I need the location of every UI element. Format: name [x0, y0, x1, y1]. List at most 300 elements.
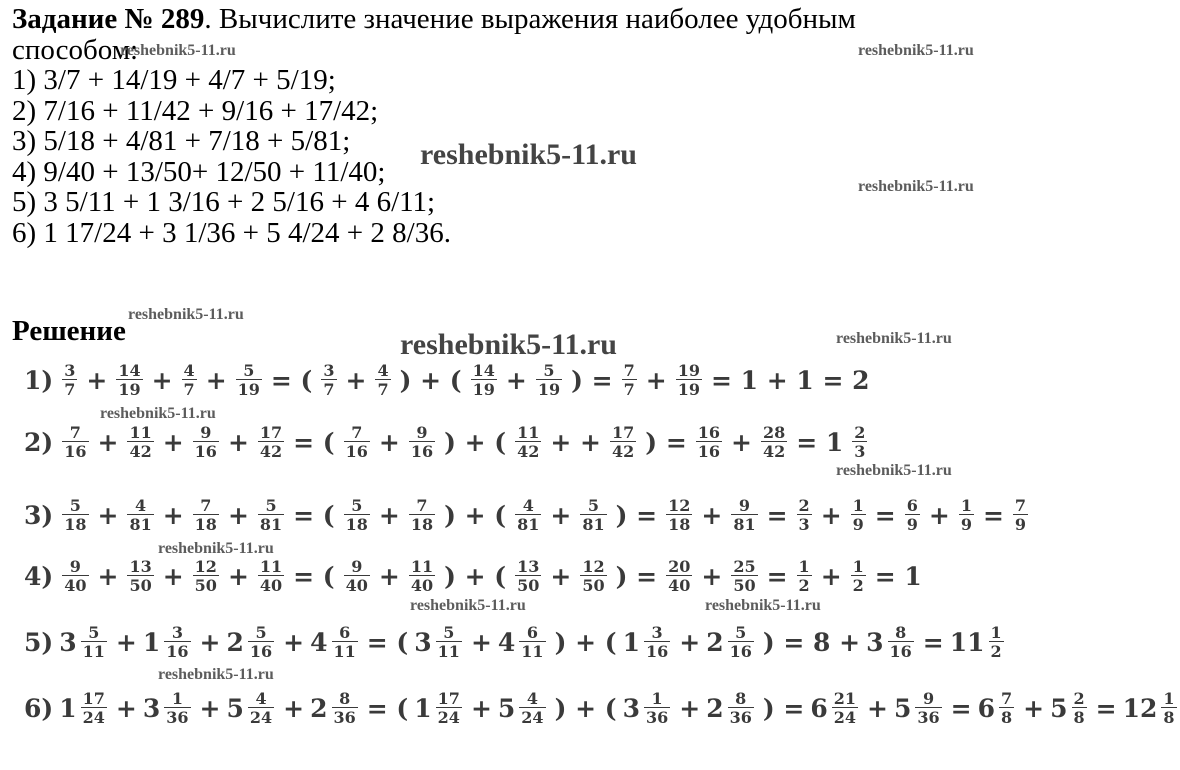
fraction [164, 690, 190, 726]
operator: = ( [366, 693, 409, 723]
watermark: reshebnik5-11.ru [100, 405, 216, 422]
numerator: 5 [351, 496, 363, 515]
numerator: 1 [798, 557, 810, 576]
fraction [989, 624, 1004, 660]
numerator: 12 [194, 557, 217, 576]
numerator: 11 [410, 557, 434, 576]
operator: + [115, 693, 137, 723]
operator: + [345, 365, 367, 395]
operator: + [550, 561, 572, 591]
numerator: 1 [1163, 689, 1175, 708]
numerator: 17 [259, 423, 283, 442]
watermark: reshebnik5-11.ru [400, 328, 617, 361]
fraction [62, 497, 88, 533]
denominator: 18 [668, 515, 691, 534]
operator: ) = [615, 561, 658, 591]
whole-part: 6 [810, 693, 828, 723]
operator: = [766, 500, 788, 530]
whole-part: 2 [706, 693, 724, 723]
fraction [959, 497, 974, 533]
denominator: 24 [521, 708, 544, 727]
whole-part: 4 [310, 627, 328, 657]
numerator: 7 [69, 423, 81, 442]
whole-part: 3 [59, 627, 77, 657]
fraction [666, 558, 692, 594]
operator: + [550, 500, 572, 530]
numerator: 4 [255, 689, 267, 708]
whole-part: 1 [414, 693, 432, 723]
fraction [258, 424, 284, 460]
denominator: 11 [333, 642, 356, 661]
operator: = ( [293, 561, 335, 591]
denominator: 24 [437, 708, 460, 727]
denominator: 19 [118, 380, 141, 399]
denominator: 24 [833, 708, 857, 727]
denominator: 36 [333, 708, 356, 727]
solution-heading: Решение [12, 315, 126, 347]
fraction [519, 690, 545, 726]
denominator: 50 [733, 576, 756, 595]
numerator: 9 [69, 557, 81, 576]
fraction [409, 424, 435, 460]
operator: + [820, 561, 842, 591]
whole-part: 1 [59, 693, 77, 723]
numerator: 2 [798, 496, 810, 515]
numerator: 21 [833, 689, 857, 708]
denominator: 16 [410, 442, 434, 461]
numerator: 4 [183, 361, 195, 380]
fraction [852, 424, 867, 460]
operator: = [874, 500, 896, 530]
fraction [666, 497, 692, 533]
fraction [344, 558, 370, 594]
fraction [236, 362, 262, 398]
denominator: 7 [377, 380, 389, 399]
denominator: 24 [249, 708, 273, 727]
numerator: 2 [1073, 689, 1085, 708]
operator: + [679, 627, 701, 657]
numerator: 1 [990, 623, 1002, 642]
fraction [248, 690, 274, 726]
denominator: 3 [854, 442, 866, 461]
operator: + [162, 427, 184, 457]
denominator: 18 [345, 515, 368, 534]
operator: + [199, 693, 221, 723]
operator: + [199, 627, 221, 657]
numerator: 3 [651, 623, 663, 642]
watermark: reshebnik5-11.ru [858, 42, 974, 59]
fraction [851, 558, 866, 594]
denominator: 19 [537, 380, 561, 399]
item-number: 1) [24, 365, 54, 395]
numerator: 7 [416, 496, 428, 515]
solution-6 [18, 680, 1180, 736]
operator: = [982, 500, 1004, 530]
operator: + [162, 561, 184, 591]
denominator: 36 [166, 708, 189, 727]
solution-5 [18, 614, 1007, 670]
numerator: 1 [852, 557, 864, 576]
operator: + [227, 500, 249, 530]
task-title-text: . Вычислите значение выражения наиболее удобным [204, 3, 856, 35]
denominator: 19 [472, 380, 495, 399]
operator: + [378, 561, 400, 591]
whole-part: 12 [1122, 693, 1158, 723]
denominator: 19 [237, 380, 260, 399]
operator: = 1 [796, 427, 844, 457]
fraction [127, 424, 153, 460]
numerator: 7 [200, 496, 212, 515]
fraction [728, 690, 754, 726]
fraction [580, 558, 606, 594]
operator: ) + ( [444, 427, 507, 457]
numerator: 17 [437, 689, 460, 708]
fraction [622, 362, 637, 398]
whole-part: 5 [497, 693, 516, 723]
fraction [182, 362, 197, 398]
numerator: 2 [854, 423, 866, 442]
numerator: 8 [895, 623, 907, 642]
numerator: 5 [255, 623, 267, 642]
watermark: reshebnik5-11.ru [836, 330, 952, 347]
operator: + [378, 427, 400, 457]
numerator: 1 [960, 496, 972, 515]
numerator: 8 [735, 689, 747, 708]
task-item-2: 2) 7/16 + 11/42 + 9/16 + 17/42; [12, 94, 379, 127]
numerator: 5 [543, 361, 555, 380]
operator: + [227, 561, 249, 591]
denominator: 40 [345, 576, 368, 595]
solution-3 [18, 487, 1031, 543]
fraction [409, 497, 435, 533]
numerator: 5 [88, 623, 100, 642]
whole-part: 11 [949, 627, 985, 657]
whole-part: 3 [866, 627, 884, 657]
denominator: 7 [323, 380, 335, 399]
numerator: 6 [906, 496, 918, 515]
whole-part: 5 [226, 693, 244, 723]
fraction [248, 624, 274, 660]
denominator: 42 [762, 442, 786, 461]
watermark: reshebnik5-11.ru [128, 306, 244, 323]
denominator: 36 [729, 708, 752, 727]
numerator: 8 [339, 689, 351, 708]
denominator: 11 [521, 642, 544, 661]
watermark: reshebnik5-11.ru [120, 42, 236, 59]
task-item-6: 6) 1 17/24 + 3 1/36 + 5 4/24 + 2 8/36. [12, 216, 451, 249]
fraction [127, 497, 153, 533]
whole-part: 2 [706, 627, 724, 657]
fraction [515, 424, 541, 460]
denominator: 42 [259, 442, 283, 461]
denominator: 40 [668, 576, 691, 595]
fraction [1072, 690, 1087, 726]
numerator: 3 [64, 361, 76, 380]
denominator: 2 [798, 576, 810, 595]
task-number: Задание № 289 [12, 3, 205, 35]
operator: = [922, 627, 944, 657]
operator: + [86, 365, 108, 395]
numerator: 4 [522, 496, 534, 515]
fraction [1013, 497, 1028, 533]
denominator: 40 [64, 576, 87, 595]
numerator: 13 [129, 557, 152, 576]
operator: ) + ( [554, 693, 617, 723]
operator: ) = [645, 427, 687, 457]
numerator: 20 [668, 557, 691, 576]
numerator: 3 [323, 361, 335, 380]
denominator: 16 [166, 642, 189, 661]
denominator: 42 [517, 442, 540, 461]
operator: + [470, 693, 492, 723]
fraction [536, 362, 562, 398]
fraction [62, 424, 88, 460]
fraction [258, 558, 284, 594]
operator: ) + ( [444, 561, 507, 591]
fraction [644, 690, 670, 726]
operator: + [505, 365, 527, 395]
fraction [127, 558, 153, 594]
numerator: 9 [738, 496, 751, 515]
numerator: 3 [171, 623, 183, 642]
numerator: 1 [171, 689, 183, 708]
fraction [728, 624, 754, 660]
fraction [644, 624, 670, 660]
operator: + [701, 500, 723, 530]
denominator: 40 [259, 576, 283, 595]
operator: + [928, 500, 950, 530]
fraction [696, 424, 722, 460]
operator: = ( [366, 627, 409, 657]
operator: = [1095, 693, 1117, 723]
numerator: 17 [82, 689, 105, 708]
operator: + [470, 627, 492, 657]
operator: + [645, 365, 667, 395]
operator: = ( [293, 427, 335, 457]
denominator: 7 [64, 380, 76, 399]
numerator: 19 [677, 361, 700, 380]
fraction [344, 497, 370, 533]
numerator: 6 [339, 623, 351, 642]
watermark: reshebnik5-11.ru [858, 178, 974, 195]
whole-part: 5 [1050, 693, 1068, 723]
operator: ) + ( [554, 627, 617, 657]
denominator: 18 [64, 515, 87, 534]
fraction [905, 497, 920, 533]
denominator: 36 [917, 708, 940, 727]
denominator: 16 [194, 442, 217, 461]
numerator: 5 [587, 496, 600, 515]
numerator: 9 [200, 423, 212, 442]
watermark: reshebnik5-11.ru [158, 540, 274, 557]
watermark: reshebnik5-11.ru [836, 462, 952, 479]
numerator: 7 [1014, 496, 1027, 515]
denominator: 81 [129, 515, 152, 534]
whole-part: 2 [310, 693, 328, 723]
denominator: 8 [1163, 708, 1175, 727]
fraction [193, 558, 219, 594]
fraction [81, 624, 107, 660]
denominator: 16 [645, 642, 669, 661]
operator: + [378, 500, 400, 530]
fraction [409, 558, 435, 594]
operator: + [227, 427, 249, 457]
operator: + [679, 693, 701, 723]
numerator: 4 [135, 496, 147, 515]
item-number: 5) [24, 627, 54, 657]
denominator: 18 [194, 515, 217, 534]
denominator: 9 [1014, 515, 1027, 534]
task-title-continuation: способом: [12, 33, 139, 66]
numerator: 7 [623, 361, 635, 380]
operator: + [701, 561, 723, 591]
numerator: 14 [472, 361, 495, 380]
whole-part: 1 [622, 627, 640, 657]
item-number: 3) [24, 500, 54, 530]
fraction [193, 497, 219, 533]
denominator: 16 [249, 642, 273, 661]
watermark: reshebnik5-11.ru [705, 597, 821, 614]
watermark: reshebnik5-11.ru [158, 666, 274, 683]
denominator: 2 [852, 576, 864, 595]
numerator: 7 [351, 423, 363, 442]
operator: + [97, 427, 119, 457]
fraction [580, 497, 606, 533]
fraction [375, 362, 390, 398]
denominator: 18 [410, 515, 434, 534]
task-statement [12, 4, 1092, 248]
numerator: 12 [582, 557, 605, 576]
fraction [321, 362, 336, 398]
fraction [436, 690, 462, 726]
fraction [62, 362, 77, 398]
operator: ) = 8 + [762, 627, 861, 657]
fraction [797, 558, 812, 594]
numerator: 13 [517, 557, 540, 576]
whole-part: 3 [622, 693, 640, 723]
operator: = ( [270, 365, 313, 395]
operator: = ( [293, 500, 335, 530]
denominator: 16 [889, 642, 912, 661]
task-title [12, 4, 1092, 35]
numerator: 9 [922, 689, 935, 708]
denominator: 16 [64, 442, 87, 461]
item-number: 6) [24, 693, 54, 723]
operator: + [162, 500, 184, 530]
fraction [915, 690, 941, 726]
operator: = 1 + 1 = 2 [710, 365, 870, 395]
fraction [81, 690, 107, 726]
fraction [193, 424, 219, 460]
denominator: 3 [798, 515, 810, 534]
operator: + [820, 500, 842, 530]
denominator: 81 [733, 515, 756, 534]
operator: + [731, 427, 752, 457]
fraction [258, 497, 284, 533]
solution-4 [18, 548, 928, 604]
numerator: 28 [762, 423, 786, 442]
fraction [471, 362, 497, 398]
whole-part: 3 [142, 693, 161, 723]
denominator: 9 [906, 515, 918, 534]
operator: + [97, 561, 119, 591]
operator: + [1023, 693, 1045, 723]
numerator: 6 [526, 623, 538, 642]
operator: ) = [615, 500, 658, 530]
numerator: 9 [416, 423, 428, 442]
task-item-1: 1) 3/7 + 14/19 + 4/7 + 5/19; [12, 64, 336, 96]
fraction [797, 497, 812, 533]
whole-part: 2 [226, 627, 244, 657]
operator: + [115, 627, 137, 657]
whole-part: 5 [893, 693, 912, 723]
denominator: 81 [259, 515, 283, 534]
fraction [116, 362, 142, 398]
whole-part: 1 [142, 627, 161, 657]
denominator: 16 [729, 642, 752, 661]
watermark: reshebnik5-11.ru [420, 138, 637, 171]
fraction [344, 424, 370, 460]
operator: ) = [571, 365, 613, 395]
fraction [515, 497, 541, 533]
denominator: 50 [582, 576, 605, 595]
fraction [519, 624, 545, 660]
fraction [332, 690, 358, 726]
denominator: 8 [1001, 708, 1013, 727]
operator: + [97, 500, 119, 530]
fraction [851, 497, 866, 533]
denominator: 19 [677, 380, 700, 399]
operator: + + [550, 427, 602, 457]
fraction [888, 624, 914, 660]
denominator: 36 [645, 708, 669, 727]
task-item-3: 3) 5/18 + 4/81 + 7/18 + 5/81; [12, 125, 351, 157]
fraction [731, 558, 757, 594]
fraction [62, 558, 88, 594]
fraction [515, 558, 541, 594]
denominator: 7 [623, 380, 635, 399]
operator: = 1 [874, 561, 922, 591]
task-item-4: 4) 9/40 + 13/50+ 12/50 + 11/40; [12, 155, 386, 188]
task-item-5: 5) 3 5/11 + 1 3/16 + 2 5/16 + 4 6/11; [12, 186, 436, 218]
numerator: 14 [118, 361, 141, 380]
denominator: 50 [129, 576, 152, 595]
whole-part: 4 [497, 627, 516, 657]
numerator: 5 [243, 361, 255, 380]
denominator: 9 [960, 515, 972, 534]
operator: + [205, 365, 227, 395]
item-number: 4) [24, 561, 54, 591]
whole-part: 3 [414, 627, 432, 657]
item-number: 2) [24, 427, 54, 457]
operator: = [766, 561, 788, 591]
numerator: 11 [259, 557, 283, 576]
fraction [832, 690, 858, 726]
fraction [332, 624, 358, 660]
fraction [436, 624, 462, 660]
denominator: 7 [183, 380, 195, 399]
operator: = [950, 693, 972, 723]
denominator: 42 [129, 442, 152, 461]
numerator: 1 [852, 496, 864, 515]
operator: ) = [762, 693, 805, 723]
operator: + [283, 627, 305, 657]
numerator: 4 [377, 361, 389, 380]
fraction [164, 624, 190, 660]
denominator: 24 [82, 708, 105, 727]
denominator: 9 [852, 515, 864, 534]
denominator: 11 [437, 642, 460, 661]
